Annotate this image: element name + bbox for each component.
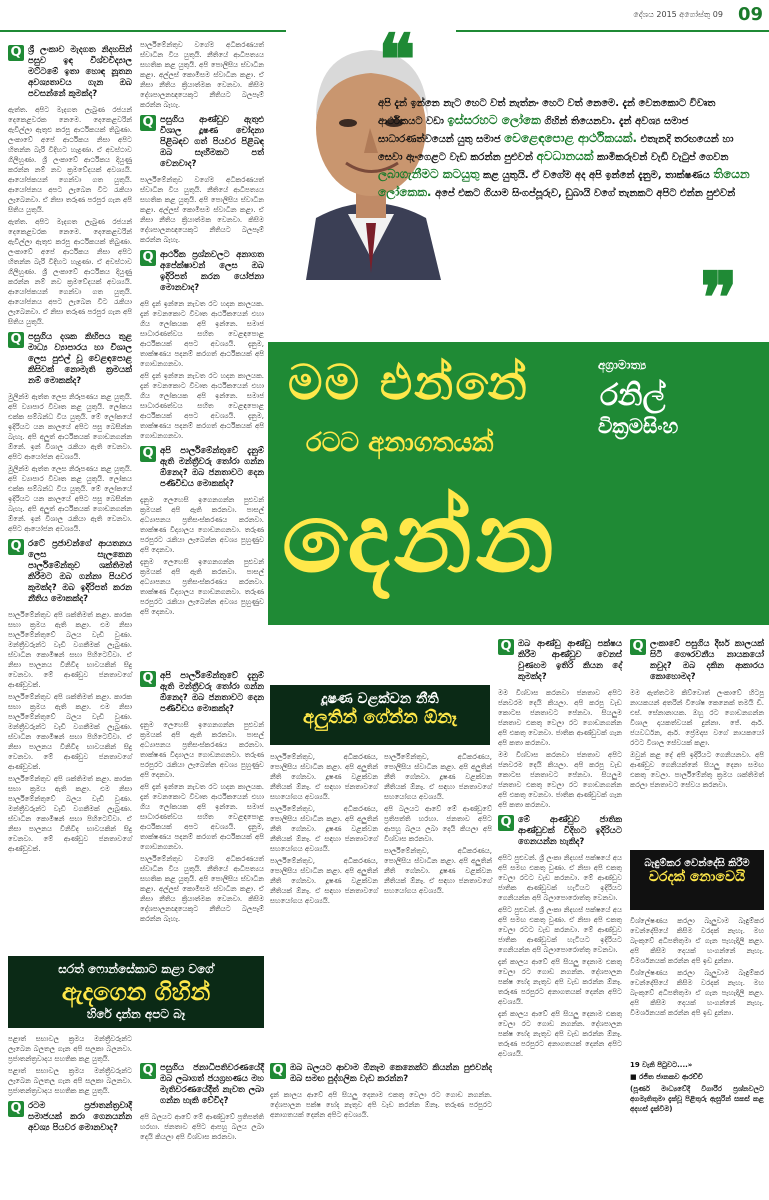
q-badge-icon: Q [498, 815, 514, 831]
answer-text: ඔවුන් කළ දේ අපි ඉදිරියට ගෙනියනවා. අපි ආණ්ඩුව ගෙනියන්නේ සියලු දෙනා සමඟ එකතු වෙලා. පාර්ලිමේන්තු ක්‍රමය ශක්තිමත් කරලා ජනතාවට සේවය කරනවා. [630, 751, 764, 789]
question-text: ආර්ථික ප්‍රශ්නවලට අනාගත අපේක්ෂාවන් ලෙස ඔබ ඉදිරිපත් කරන යෝජනා මොනවාද? [160, 250, 264, 293]
subhead-line: සරත් ෆොන්සේකාට කළා වගේ [58, 962, 214, 976]
question-block [140, 671, 264, 715]
question-block [270, 1063, 492, 1085]
pull-quote-highlight: ඉස්සරහට ලෝකෙ [447, 113, 541, 127]
question-text: අපි පාර්ලිමේන්තුවේ දැනුම් ඇති මන්ත්‍රීවරු තෝරා ගන්න ඕනෙද? ඔබ ජනතාවට දෙන පණිවිඩය මොකක්ද? [160, 671, 264, 714]
answer-text: අපි බලයට ආවේ මේ ආණ්ඩුවේ ප්‍රතිපත්ති හරහා. ජනතාව අපිට ආපහු බලය ලබා දෙයි කියලා අපි විශ්වාස කරනවා. [140, 1113, 264, 1141]
question-block [498, 815, 622, 848]
answer-text: දැනුම ලෙහෙසි ඉගෙනගන්න පුළුවන් ක්‍රමයක් අපි ඇති කරනවා. පාසල් අධ්‍යාපනය ප්‍රතිසංස්කරණය කරනවා. තාක්ෂණ විද්‍යාලය ගොඩනගනවා. තරුණ පරපුරට රැකියා ලැබෙන්න අවශ්‍ය පුහුණුව අපි දෙනවා. [140, 558, 264, 616]
q-badge-icon: Q [140, 1063, 156, 1079]
question-text: රටම ප්‍රජාතන්ත්‍රවාදී සමාජයක් කරා ගෙනයන්න අවශ්‍ය පියවර මොනවාද? [28, 1101, 132, 1133]
subhead-line: හිරේ දාන්න අපට බෑ [86, 1007, 186, 1021]
q-badge-icon: Q [140, 446, 156, 462]
question-text: ලංකාවේ පසුගිය දීර්ඝ කාලයක් සිටි ගෞරවනීය නායකයෝ කවුද? ඔබ දකින ආකාරය කොහොමද? [650, 639, 764, 682]
pull-quote-highlight: තියෙන ලෝකෙක. [378, 167, 750, 199]
answer-text: දැන් කාලය ආවේ අපි සියලු දෙනාම එකතු වෙලා රට ගොඩ නගන්න. දේශපාලන පක්ෂ භේද නැතුව අපි වැඩ කරන්න ඕනෑ. තරුණ පරපුරට අනාගතයක් දෙන්න අපිට අවශ්‍යයි. [498, 1010, 622, 1058]
question-text: පසුගිය දශක කිහිපය තුළ මාධ්‍ය ව්‍යාපාරය හා විශාල ලෙස පුළුල් වූ වෙළඳපොළ කිසිවක් නොමැති ක්‍රමයක් නම් මොකක්ද? [28, 332, 132, 386]
byline-last-name: වික්‍රමසිංහ [598, 414, 679, 438]
subhead-line: දූෂණ වළක්වන නීති [321, 691, 439, 707]
subhead-box-right [630, 850, 764, 910]
right-column [498, 634, 622, 1194]
dateline: දේශය 2015 අගෝස්තු 09 [633, 10, 723, 19]
pull-quote-text: අපි දැන් ඉන්නෙ නැට හෙට වත් නැත්නං හෙට වත් නෙමෙ. දැන් වෙනකොට විවෘත ආර්ථිකයට වඩා [378, 98, 716, 127]
answer-text: පාර්ලිමේන්තුව, අධිකරණය, පොලිසිය ස්වාධීන කළා. අපි අලුතින් නීති ගේනවා. දූෂණ වළක්වන නීතියක් ඕනෑ. ඒ සඳහා ජනතාවගේ සහයෝගය අවශ්‍යයි. [270, 857, 378, 905]
subhead-box-left [8, 956, 264, 1028]
question-text: අපි පාර්ලිමේන්තුවේ දැනුම් ඇති මන්ත්‍රීවරු තෝරා ගන්න ඕනෙද? ඔබ ජනතාවට දෙන පණිවිඩය මොකක්ද? [160, 446, 264, 489]
far-right-lower-a [630, 916, 764, 1056]
page-number: 09 [737, 4, 763, 25]
reporter-credit: ■ රජිත ජානකව ආරච්චි [630, 1073, 703, 1081]
answer-text: අපි දැන් ඉන්නෙ නැවත රට හදන කාලයක. දැන් වෙනකොට විවෘත ආර්ථිකයෙන් එහා ගිය ලෝකයක අපි ඉන්නෙ. සමාජ සාධාරණත්වය සහිත වෙළඳපොළ ආර්ථිකයක් අපට අවශ්‍යයි. දැනුම, තාක්ෂණය පදනම් කරගත් ආර්ථිකයක් අපි ගොඩනගනවා. [140, 300, 264, 368]
answer-text: මුලින්ම ඇත්ත ලෙස නිරූපණය කළ යුතුයි. අපි ව්‍යාපාර විවෘත කළ යුතුයි. ලෝකය එක්ක සම්බන්ධ විය යුතුයි. මේ ලෝකයේ ඉදිරියට යන කාලයේ අපිට පසු බෙසින්න බැහැ. අපි අලුත් ආර්ථිකයක් ගොඩනගන්න ඕනේ. ඉන් විශාල රැකියා ඇති වෙනවා. අපිට ආයෝජන අවශ්‍යයි. [8, 465, 132, 533]
pull-quote-text: ගිහින් තියෙනවා. දැන් අවශ්‍ය සමාජ සාධාරණත්වයෙන් යුතු සමාජ [378, 116, 689, 145]
mid-column-top [140, 40, 264, 660]
answer-text: දැන් කාලය ආවේ අපි සියලු දෙනාම එකතු වෙලා රට ගොඩ නගන්න. දේශපාලන පක්ෂ භේද නැතුව අපි වැඩ කරන්න ඕනෑ. තරුණ පරපුරට අනාගතයක් දෙන්න අපිට අවශ්‍යයි. [270, 1091, 492, 1119]
answer-text: විශ්ලේෂණය කරලා බැලුවාම බැඳුම්කර වෙන්දේසියේ කිසිම වරදක් නැහැ. මහ බැංකුවේ අධිපතිතුමා ඒ ගැන පැහැදිලි කළා. අපි කිසිම දෙයක් හංගන්නේ නැහැ. විමර්ශනයක් කරන්න අපි ඉඩ දුන්නා. [630, 969, 764, 1017]
date-note[interactable]: 19 වැනි පිටුවට....» [630, 1061, 693, 1069]
left-column-bottom [8, 1034, 132, 1194]
question-block [8, 45, 132, 100]
mid-bottom-question-col [140, 1058, 264, 1198]
q-badge-icon: Q [8, 45, 24, 61]
answer-text: පාර්ලිමේන්තුව වගේම අධිකරණයත් ස්වාධීන විය යුතුයි. නීතියේ ආධිපත්‍යය සහතික කළ යුතුයි. අපි පොලිසිය ස්වාධීන කළා. අල්ලස් කොමිසම ස්වාධීන කළා. ඒ නිසා නීතිය ක්‍රියාත්මක වෙනවා. කිසිම දේශපාලනඥයෙකුට නීතියට බලපෑම් කරන්න බැහැ. [140, 176, 264, 244]
pull-quote-text: අපේ එකට ගියාම සිංගප්පූරුව, ඩුබායි වගේ තැනකට අපිට එන්න පුළුවන් [434, 188, 736, 199]
q-badge-icon: Q [8, 332, 24, 348]
answer-text: පාර්ලිමේන්තුව අපි ශක්තිමත් කළා. කාරක සභා ක්‍රමය ඇති කළා. එම නිසා පාර්ලිමේන්තුවේ බලය වැඩි වුණා. මන්ත්‍රීවරුන්ට වැඩි වගකීමක් ලැබුණා. ස්වාධීන කොමිෂන් සභා පිහිටෙව්වා. ඒ නිසා පාලනය විනිවිද භාවයකින් සිදු වෙනවා. මේ ආණ්ඩුව ජනතාවගේ ආණ්ඩුවක්. [8, 775, 132, 853]
answer-text: ඇත්ත. අපිට මැදගත ලැබුණ රජයන් දෙකෙළවරක නෙමෙ. දෙකෙළවරින් ඇවිල්ලා ඇතුළු කරපු ආර්ථිකයක් තිබුණා. ලංකාවේ අපේ ආර්ථිකය නිසා අපිට හිතන්න බැරි විදිහට හැදුණා. ඒ අවස්ථාව ගිලිහුණා. ශ්‍රී ලංකාවේ ආර්ථිකය දියුණු කරන්න නම් නව ක්‍රමවේදයක් අවශ්‍යයි. ආයෝජකයන් ගෙන්වා ගත යුතුයි. ආයෝජනය අපට ලැබෙන විට රැකියා ලැබෙනවා. ඒ නිසා තරුණ පරපුර ගැන අපි සිතිය යුතුයි. [8, 218, 132, 326]
answer-text: අපිට පුළුවන්. ශ්‍රී ලංකා නිදහස් පක්ෂයේ අය අපි සමඟ එකතු වුණා. ඒ නිසා අපි එකතු වෙලා රටට වැඩ කරනවා. මේ ආණ්ඩුව ජාතික ආණ්ඩුවක් හැටියට ඉදිරියට ගෙනියන්න අපි බලාපොරොත්තු වෙනවා. [498, 906, 622, 954]
answer-text: පාර්ලිමේන්තුව, අධිකරණය, පොලිසිය ස්වාධීන කළා. අපි අලුතින් නීති ගේනවා. දූෂණ වළක්වන නීතියක් ඕනෑ. ඒ සඳහා ජනතාවගේ සහයෝගය අවශ්‍යයි. [270, 805, 378, 853]
quote-close-mark: ❞ [700, 256, 738, 339]
question-block [498, 639, 622, 683]
answer-text: පාර්ලිමේන්තුව වගේම අධිකරණයත් ස්වාධීන විය යුතුයි. නීතියේ ආධිපත්‍යය සහතික කළ යුතුයි. අපි පොලිසිය ස්වාධීන කළා. අල්ලස් කොමිසම ස්වාධීන කළා. ඒ නිසා නීතිය ක්‍රියාත්මක වෙනවා. කිසිම දේශපාලනඥයෙකුට නීතියට බලපෑම් කරන්න බැහැ. [140, 855, 264, 923]
subhead-line: බැඳුම්කර වෙන්දේසි කිරීම [644, 858, 750, 869]
answer-text: මුලින්ම ඇත්ත ලෙස නිරූපණය කළ යුතුයි. අපි ව්‍යාපාර විවෘත කළ යුතුයි. ලෝකය එක්ක සම්බන්ධ විය යුතුයි. මේ ලෝකයේ ඉදිරියට යන කාලයේ අපිට පසු බෙසින්න බැහැ. අපි අලුත් ආර්ථිකයක් ගොඩනගන්න ඕනේ. ඉන් විශාල රැකියා ඇති වෙනවා. අපිට ආයෝජන අවශ්‍යයි. [8, 393, 132, 461]
byline-first-name: රනිල් [600, 378, 666, 413]
answer-text: අපි දැන් ඉන්නෙ නැවත රට හදන කාලයක. දැන් වෙනකොට විවෘත ආර්ථිකයෙන් එහා ගිය ලෝකයක අපි ඉන්නෙ. සමාජ සාධාරණත්වය සහිත වෙළඳපොළ ආර්ථිකයක් අපට අවශ්‍යයි. දැනුම, තාක්ෂණය පදනම් කරගත් ආර්ථිකයක් අපි ගොඩනගනවා. [140, 372, 264, 440]
far-right-column [630, 634, 764, 844]
q-badge-icon: Q [140, 250, 156, 266]
question-text: මේ ආණ්ඩුව ජාතික ආණ්ඩුවක් විදිහට ඉදිරියට ගෙනයන්න හැකිද? [518, 815, 622, 847]
question-block [630, 639, 764, 683]
question-block [8, 539, 132, 605]
q-badge-icon: Q [8, 1101, 24, 1117]
subhead-line: වරදක් නොවෙයි [648, 869, 746, 885]
subhead-line: ඇදගෙන ගිහින් [61, 978, 211, 1006]
answer-text: පළාත් සභාවල ක්‍රමය මන්ත්‍රීවරුන්ට ලැබෙන බලතල ගැන අපි සලකා බලනවා. ප්‍රජාතන්ත්‍රවාදය සහතික කළ යුතුයි. [8, 1035, 132, 1063]
quote-open-mark: ❝ [378, 18, 416, 101]
answer-text: මම විශ්වාස කරනවා ජනතාව අපිට ජනවරම දෙයි කියලා. අපි කරපු වැඩ කොටස ජනතාවට පේනවා. සියලුම ජනතාව එකතු වෙලා රට ගොඩනගන්න අපි එකතු වෙනවා. ජාතික ආණ්ඩුවක් ගැන අපි කතා කරනවා. [498, 689, 622, 747]
answer-text: අපිට පුළුවන්. ශ්‍රී ලංකා නිදහස් පක්ෂයේ අය අපි සමඟ එකතු වුණා. ඒ නිසා අපි එකතු වෙලා රටට වැඩ කරනවා. මේ ආණ්ඩුව ජාතික ආණ්ඩුවක් හැටියට ඉදිරියට ගෙනියන්න අපි බලාපොරොත්තු වෙනවා. [498, 854, 622, 902]
answer-text: දැනුම ලෙහෙසි ඉගෙනගන්න පුළුවන් ක්‍රමයක් අපි ඇති කරනවා. පාසල් අධ්‍යාපනය ප්‍රතිසංස්කරණය කරනවා. තාක්ෂණ විද්‍යාලය ගොඩනගනවා. තරුණ පරපුරට රැකියා ලැබෙන්න අවශ්‍ය පුහුණුව අපි දෙනවා. [140, 721, 264, 779]
question-text: ඔබ ආණ්ඩු ආණ්ඩු පක්ෂය කිරීම ආණ්ඩුව වෙනස් වුණහම ඉතිරි කියන දේ කුමක්ද? [518, 639, 622, 682]
subhead-line: අලුතින් ගේන්න ඕනෑ [303, 707, 457, 728]
question-block [140, 446, 264, 490]
pull-quote-highlight: වෙළෙඳපොළ ආර්ථිකයක්. [504, 131, 638, 145]
answer-text: පාර්ලිමේන්තුව වගේම අධිකරණයත් ස්වාධීන විය යුතුයි. නීතියේ ආධිපත්‍යය සහතික කළ යුතුයි. අපි පොලිසිය ස්වාධීන කළා. අල්ලස් කොමිසම ස්වාධීන කළා. ඒ නිසා නීතිය ක්‍රියාත්මක වෙනවා. කිසිම දේශපාලනඥයෙකුට නීතියට බලපෑම් කරන්න බැහැ. [140, 41, 264, 109]
q-badge-icon: Q [498, 639, 514, 655]
question-text: පසුගිය ජනාධිපතිවරණයේදී ඔබ ලබාගත් ජයග්‍රහණය මහ මැතිවරණයේදීත් නැවත ලබා ගන්න හැකි වේවිද? [160, 1063, 264, 1106]
answer-text: විශ්ලේෂණය කරලා බැලුවාම බැඳුම්කර වෙන්දේසියේ කිසිම වරදක් නැහැ. මහ බැංකුවේ අධිපතිතුමා ඒ ගැන පැහැදිලි කළා. අපි කිසිම දෙයක් හංගන්නේ නැහැ. විමර්ශනයක් කරන්න අපි ඉඩ දුන්නා. [630, 917, 764, 965]
answer-text: පාර්ලිමේන්තුව, අධිකරණය, පොලිසිය ස්වාධීන කළා. අපි අලුතින් නීති ගේනවා. දූෂණ වළක්වන නීතියක් ඕනෑ. ඒ සඳහා ජනතාවගේ සහයෝගය අවශ්‍යයි. [384, 753, 492, 801]
question-text: ඔබ බලයට ආවාම ඕනෑම කෙනෙක්ට කියන්න පුළුවන්ද ඔබ සමඟ පුද්ගලික වැඩ කරන්න? [290, 1063, 492, 1084]
headline-line-1: මම එන්නේ [288, 355, 529, 411]
answer-text: දැන් කාලය ආවේ අපි සියලු දෙනාම එකතු වෙලා රට ගොඩ නගන්න. දේශපාලන පක්ෂ භේද නැතුව අපි වැඩ කරන්න ඕනෑ. තරුණ පරපුරට අනාගතයක් දෙන්න අපිට අවශ්‍යයි. [498, 958, 622, 1006]
question-text: රටේ ප්‍රජාවන්ගේ ආයතනය ලෙස සැලකෙන පාර්ලිමේන්තුව ශක්තිමත් කිරීමට ඔබ ගන්නා පියවර කුමක්ද? ඔබ ඉදිරිපත් කරන නීතිය මොකක්ද? [28, 539, 132, 604]
answer-text: පළාත් සභාවල ක්‍රමය මන්ත්‍රීවරුන්ට ලැබෙන බලතල ගැන අපි සලකා බලනවා. ප්‍රජාතන්ත්‍රවාදය සහතික කළ යුතුයි. [8, 1067, 132, 1095]
mid-bottom-col-c [270, 1058, 492, 1198]
pull-quote-highlight: ලබාගැනීමට කටයුතු [378, 167, 480, 181]
left-column-top [8, 40, 132, 853]
answer-text: පාර්ලිමේන්තුව අපි ශක්තිමත් කළා. කාරක සභා ක්‍රමය ඇති කළා. එම නිසා පාර්ලිමේන්තුවේ බලය වැඩි වුණා. මන්ත්‍රීවරුන්ට වැඩි වගකීමක් ලැබුණා. ස්වාධීන කොමිෂන් සභා පිහිටෙව්වා. ඒ නිසා පාලනය විනිවිද භාවයකින් සිදු වෙනවා. මේ ආණ්ඩුව ජනතාවගේ ආණ්ඩුවක්. [8, 693, 132, 771]
answer-text: මම ඇත්තටම කිව්වොත් ලංකාවේ හිටපු නායකයන් අතරින් විශේෂ කෙනෙක් තමයි ඩී. එස්. සේනානායක. ඔහු රට ගොඩනගන්න විශාල දායකත්වයක් දුන්නා. ජේ. ආර්. ජයවර්ධන, ආර්. ප්‍රේමදාස වගේ නායකයෝ රටට විශාල සේවයක් කළා. [630, 689, 764, 747]
answer-text: මම විශ්වාස කරනවා ජනතාව අපිට ජනවරම දෙයි කියලා. අපි කරපු වැඩ කොටස ජනතාවට පේනවා. සියලුම ජනතාව එකතු වෙලා රට ගොඩනගන්න අපි එකතු වෙනවා. ජාතික ආණ්ඩුවක් ගැන අපි කතා කරනවා. [498, 751, 622, 809]
q-badge-icon: Q [140, 115, 156, 131]
question-block [8, 332, 132, 387]
answer-text: අපි දැන් ඉන්නෙ නැවත රට හදන කාලයක. දැන් වෙනකොට විවෘත ආර්ථිකයෙන් එහා ගිය ලෝකයක අපි ඉන්නෙ. සමාජ සාධාරණත්වය සහිත වෙළඳපොළ ආර්ථිකයක් අපට අවශ්‍යයි. දැනුම, තාක්ෂණය පදනම් කරගත් ආර්ථිකයක් අපි ගොඩනගනවා. [140, 783, 264, 851]
mid-column-lower [140, 666, 264, 946]
pull-quote-text: එතැනදි තරඟයෙන් හා සෙවා ඇංගෙළට වැඩ කරන්න පුළුවන් [378, 134, 734, 163]
question-block [140, 115, 264, 170]
answer-text: දැනුම ලෙහෙසි ඉගෙනගන්න පුළුවන් ක්‍රමයක් අපි ඇති කරනවා. පාසල් අධ්‍යාපනය ප්‍රතිසංස්කරණය කරනවා. තාක්ෂණ විද්‍යාලය ගොඩනගනවා. තරුණ පරපුරට රැකියා ලැබෙන්න අවශ්‍ය පුහුණුව අපි දෙනවා. [140, 496, 264, 554]
footnote: (පූර්ණ මාධ්‍යවේදී විගාරීර ප්‍රශ්නවලට අගමැතිතුමා දැක්වූ පිළිතුරු ඇසුරින් සකස් කළ අදහස් දැක්වීම) [630, 1085, 764, 1113]
q-badge-icon: Q [270, 1063, 286, 1079]
question-block [140, 250, 264, 294]
q-badge-icon: Q [630, 639, 646, 655]
pull-quote-text: කළ යුතුයි. ඒ වගේම අද අපි ඉන්නේ දැනුම, තාක්ෂණය [483, 170, 710, 181]
subhead-mid [270, 685, 490, 745]
pull-quote-text: කාමිකරුවන් වැඩි වැටුප් ගෙවන [597, 152, 729, 163]
mid-lower-col-a [270, 752, 378, 1052]
answer-text: පාර්ලිමේන්තුව, අධිකරණය, පොලිසිය ස්වාධීන කළා. අපි අලුතින් නීති ගේනවා. දූෂණ වළක්වන නීතියක් ඕනෑ. ඒ සඳහා ජනතාවගේ සහයෝගය අවශ්‍යයි. [270, 753, 378, 801]
answer-text: ඇත්ත. අපිට මැදගත ලැබුණ රජයන් දෙකෙළවරක නෙමෙ. දෙකෙළවරින් ඇවිල්ලා ඇතුළු කරපු ආර්ථිකයක් තිබුණා. ලංකාවේ අපේ ආර්ථිකය නිසා අපිට හිතන්න බැරි විදිහට හැදුණා. ඒ අවස්ථාව ගිලිහුණා. ශ්‍රී ලංකාවේ ආර්ථිකය දියුණු කරන්න නම් නව ක්‍රමවේදයක් අවශ්‍යයි. ආයෝජකයන් ගෙන්වා ගත යුතුයි. ආයෝජනය අපට ලැබෙන විට රැකියා ලැබෙනවා. ඒ නිසා තරුණ පරපුර ගැන අපි සිතිය යුතුයි. [8, 106, 132, 214]
answer-text: පාර්ලිමේන්තුව, අධිකරණය, පොලිසිය ස්වාධීන කළා. අපි අලුතින් නීති ගේනවා. දූෂණ වළක්වන නීතියක් ඕනෑ. ඒ සඳහා ජනතාවගේ සහයෝගය අවශ්‍යයි. [384, 847, 492, 895]
far-right-lower-b [630, 1060, 764, 1196]
byline-title: අග්‍රාමාත්‍ය [598, 358, 647, 372]
pull-quote-highlight: අවධානයක් [536, 149, 594, 163]
question-block [8, 1101, 132, 1134]
answer-text: අපි බලයට ආවේ මේ ආණ්ඩුවේ ප්‍රතිපත්ති හරහා. ජනතාව අපිට ආපහු බලය ලබා දෙයි කියලා අපි විශ්වාස කරනවා. [384, 805, 492, 843]
q-badge-icon: Q [140, 671, 156, 687]
question-text: ශ්‍රී ලංකාව මැදගත නිදහසින් පසුව ඉඳ විශ්වවිද්‍යාල මට්ටමේ ඉතා හොඳ නූතන අවශ්‍යතාවය ගැන ඔබ පවසන්නේ කුමක්ද? [28, 45, 132, 99]
q-badge-icon: Q [8, 539, 24, 555]
question-text: පසුගිය ආණ්ඩුව ඇතුළු විශාල දූෂණ චෝදනා පිළිබඳව ගත් පියවර පිළිබඳ ඔබ සෑහීමකට පත් වෙනවාද? [160, 115, 264, 169]
headline-line-2: රටට අනාගතයක් [306, 428, 494, 458]
headline-line-3: දෙන්න [282, 482, 558, 594]
mid-lower-col-b [384, 752, 492, 1052]
question-block [140, 1063, 264, 1107]
answer-text: පාර්ලිමේන්තුව අපි ශක්තිමත් කළා. කාරක සභා ක්‍රමය ඇති කළා. එම නිසා පාර්ලිමේන්තුවේ බලය වැඩි වුණා. මන්ත්‍රීවරුන්ට වැඩි වගකීමක් ලැබුණා. ස්වාධීන කොමිෂන් සභා පිහිටෙව්වා. ඒ නිසා පාලනය විනිවිද භාවයකින් සිදු වෙනවා. මේ ආණ්ඩුව ජනතාවගේ ආණ්ඩුවක්. [8, 611, 132, 689]
